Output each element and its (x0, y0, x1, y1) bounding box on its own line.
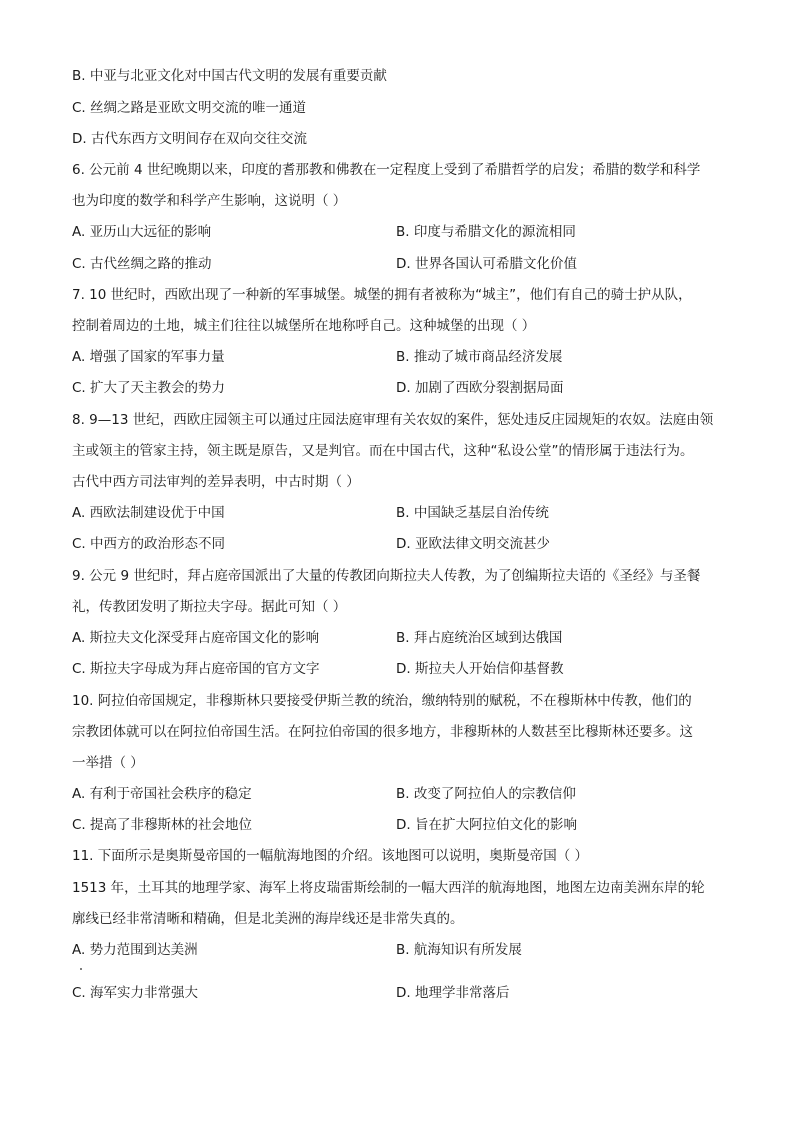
q8-option-c: C. 中西方的政治形态不同 (72, 536, 226, 552)
q10-option-d: D. 旨在扩大阿拉伯文化的影响 (396, 817, 577, 833)
q6-stem-line-2: 也为印度的数学和科学产生影响，这说明（ ） (72, 193, 347, 209)
option-d: D. 古代东西方文明间存在双向交往交流 (72, 131, 307, 147)
option-b: B. 中亚与北亚文化对中国古代文明的发展有重要贡献 (72, 68, 387, 84)
q10-stem-line-2: 宗教团体就可以在阿拉伯帝国生活。在阿拉伯帝国的很多地方，非穆斯林的人数甚至比穆斯林还要多。这 (72, 724, 693, 740)
q8-option-a: A. 西欧法制建设优于中国 (72, 505, 225, 521)
q8-stem-line-2: 主或领主的管家主持，领主既是原告，又是判官。而在中国古代，这种“私设公堂”的情形属于违法行为。 (72, 443, 694, 459)
q8-stem-line-1: 8. 9—13 世纪，西欧庄园领主可以通过庄园法庭审理有关农奴的案件，惩处违反庄园规矩的农奴。法庭由领 (72, 412, 714, 428)
q6-option-b: B. 印度与希腊文化的源流相同 (396, 224, 576, 240)
q7-stem-line-1: 7. 10 世纪时，西欧出现了一种新的军事城堡。城堡的拥有者被称为“城主”，他们有自己的骑士护从队， (72, 287, 692, 303)
q6-option-a: A. 亚历山大远征的影响 (72, 224, 212, 240)
option-c: C. 丝绸之路是亚欧文明交流的唯一通道 (72, 100, 307, 116)
q9-option-c: C. 斯拉夫字母成为拜占庭帝国的官方文字 (72, 661, 320, 677)
q9-option-b: B. 拜占庭统治区域到达俄国 (396, 630, 563, 646)
q9-stem-line-2: 礼，传教团发明了斯拉夫字母。据此可知（ ） (72, 599, 347, 615)
q11-material-line-2: 廓线已经非常清晰和精确，但是北美洲的海岸线还是非常失真的。 (72, 911, 464, 927)
q11-option-d: D. 地理学非常落后 (396, 985, 510, 1001)
q7-option-c: C. 扩大了天主教会的势力 (72, 380, 226, 396)
q11-option-c: C. 海军实力非常强大 (72, 985, 199, 1001)
q8-stem-line-3: 古代中西方司法审判的差异表明，中古时期（ ） (72, 474, 360, 490)
q11-option-a: A. 势力范围到达美洲 (72, 942, 198, 958)
q9-stem-line-1: 9. 公元 9 世纪时，拜占庭帝国派出了大量的传教团向斯拉夫人传教，为了创编斯拉夫语的《圣经》与圣餐 (72, 568, 701, 584)
q6-option-d: D. 世界各国认可希腊文化价值 (396, 256, 577, 272)
q10-option-c: C. 提高了非穆斯林的社会地位 (72, 817, 253, 833)
q9-option-d: D. 斯拉夫人开始信仰基督教 (396, 661, 564, 677)
q7-option-b: B. 推动了城市商品经济发展 (396, 349, 563, 365)
q9-option-a: A. 斯拉夫文化深受拜占庭帝国文化的影响 (72, 630, 320, 646)
stray-mark (80, 968, 82, 970)
q10-stem-line-1: 10. 阿拉伯帝国规定，非穆斯林只要接受伊斯兰教的统治，缴纳特别的赋税，不在穆斯林中传教，他们的 (72, 693, 692, 709)
q10-option-a: A. 有利于帝国社会秩序的稳定 (72, 786, 252, 802)
q10-stem-line-3: 一举措（ ） (72, 755, 144, 771)
q7-option-a: A. 增强了国家的军事力量 (72, 349, 225, 365)
q11-stem: 11. 下面所示是奥斯曼帝国的一幅航海地图的介绍。该地图可以说明，奥斯曼帝国（ ） (72, 848, 589, 864)
q8-option-d: D. 亚欧法律文明交流甚少 (396, 536, 550, 552)
q6-stem-line-1: 6. 公元前 4 世纪晚期以来，印度的耆那教和佛教在一定程度上受到了希腊哲学的启发；希腊的数学和科学 (72, 162, 701, 178)
q8-option-b: B. 中国缺乏基层自治传统 (396, 505, 549, 521)
q7-option-d: D. 加剧了西欧分裂割据局面 (396, 380, 564, 396)
q11-material-line-1: 1513 年，土耳其的地理学家、海军上将皮瑞雷斯绘制的一幅大西洋的航海地图，地图左边南美洲东岸的轮 (72, 880, 705, 896)
q6-option-c: C. 古代丝绸之路的推动 (72, 256, 212, 272)
q11-option-b: B. 航海知识有所发展 (396, 942, 522, 958)
q7-stem-line-2: 控制着周边的土地，城主们往往以城堡所在地称呼自己。这种城堡的出现（ ） (72, 318, 536, 334)
q10-option-b: B. 改变了阿拉伯人的宗教信仰 (396, 786, 576, 802)
